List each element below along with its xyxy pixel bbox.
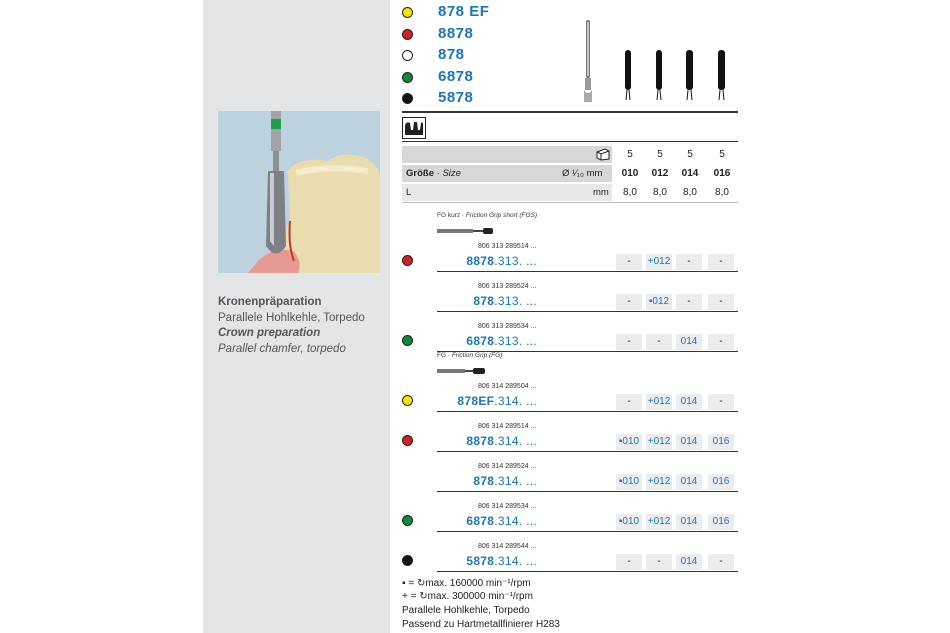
availability-cell: +012 [646,254,672,270]
availability-cell: 014 [676,334,702,350]
product-code [457,394,537,408]
availability-cell: - [708,254,734,270]
row-divider [437,451,738,452]
divider [402,202,738,203]
color-ring-icon [402,555,413,566]
size-label [406,165,461,182]
row-divider [437,411,738,412]
section-caption-fgs [437,212,537,219]
product-code-main: 878EF [457,394,495,408]
product-code-main: 878 [473,294,495,308]
product-code [466,334,537,348]
size-header-cell: 014 [681,168,699,179]
product-code [473,294,537,308]
order-number: 806 314 289534 ... [478,503,537,510]
length-cell: 8,0 [653,187,667,198]
product-code-suffix: .314. ... [494,394,537,408]
availability-cell: ▪010 [616,434,642,450]
availability-cell: ▪010 [616,474,642,490]
subtitle-en: Parallel chamfer, torpedo [218,342,346,355]
availability-cell: - [616,334,642,350]
availability-cell: 014 [676,554,702,570]
product-code [466,254,537,268]
pack-quantity-cell: 5 [719,149,725,160]
row-divider [437,571,738,572]
availability-cell: - [646,334,672,350]
availability-cell: +012 [646,474,672,490]
availability-cell: - [616,394,642,410]
product-code-main: 5878 [466,554,495,568]
availability-cell: - [676,294,702,310]
availability-cell: +012 [646,434,672,450]
availability-cell: - [646,554,672,570]
order-number: 806 313 289514 ... [478,243,537,250]
description [218,295,388,357]
variant-label: 6878 [438,68,474,85]
order-number: 806 313 289534 ... [478,323,537,330]
order-number: 806 314 289524 ... [478,463,537,470]
color-ring-icon [402,335,413,346]
pack-quantity-cell: 5 [687,149,693,160]
order-number: 806 314 289544 ... [478,543,537,550]
section-caption-fg-en: Friction Grip (FG) [451,352,503,359]
color-ring-icon [402,515,413,526]
section-caption-fgs-de: FG kurz · [437,212,466,219]
length-cell: 8,0 [623,187,637,198]
product-code [466,514,537,528]
availability-cell: ▪012 [646,294,672,310]
length-cell: 8,0 [683,187,697,198]
divider [402,111,738,113]
length-row-band [402,184,612,201]
fgs-shank-icon [437,226,493,236]
product-code-main: 8878 [466,434,495,448]
availability-cell: - [616,294,642,310]
availability-cell: +012 [646,514,672,530]
availability-cell: 014 [676,514,702,530]
legend-300000: + = ↻max. 300000 min⁻¹/rpm [402,591,533,602]
row-divider [437,491,738,492]
pack-quantity-cell: 5 [627,149,633,160]
product-code-suffix: .314. ... [494,554,537,568]
availability-cell: - [616,554,642,570]
size-label-sep: · [433,168,443,179]
availability-cell: 014 [676,474,702,490]
size-header-cell: 016 [713,168,731,179]
color-ring-icon [402,72,413,83]
product-code-suffix: .313. ... [494,294,537,308]
product-code-suffix: .314. ... [494,514,537,528]
availability-cell: - [708,294,734,310]
color-ring-icon [402,255,413,266]
package-icon [596,148,610,161]
product-code-suffix: .313. ... [494,254,537,268]
availability-cell: 016 [708,434,734,450]
availability-cell: 016 [708,474,734,490]
size-header-cell: 012 [651,168,669,179]
availability-cell: +012 [646,394,672,410]
product-code [466,434,537,448]
length-cell: 8,0 [715,187,729,198]
order-number: 806 314 289514 ... [478,423,537,430]
section-caption-fg-de: FG · [437,352,452,359]
bur-silhouette [625,50,725,90]
fg-shank-icon [437,366,485,376]
row-divider [437,351,738,352]
size-unit: Ø ¹⁄₁₀ mm [562,168,603,179]
order-number: 806 313 289524 ... [478,283,537,290]
color-ring-icon [402,435,413,446]
section-caption-fgs-en: Friction Grip short (FGS) [465,212,538,219]
product-code-main: 878 [473,474,495,488]
color-ring-icon [402,29,413,40]
variant-label: 5878 [438,89,474,106]
product-code-suffix: .313. ... [494,334,537,348]
length-label: L [406,187,412,198]
row-divider [437,531,738,532]
subtitle-de: Parallele Hohlkehle, Torpedo [218,311,365,324]
color-ring-icon [402,7,413,18]
availability-cell: ▪010 [616,514,642,530]
divider [402,141,738,142]
product-code [473,474,537,488]
product-code-main: 6878 [466,514,495,528]
section-caption-fg [437,352,502,359]
footer-shape: Parallele Hohlkehle, Torpedo [402,605,530,616]
title-en: Crown preparation [218,327,321,339]
row-divider [437,271,738,272]
size-label-de: Größe [406,168,434,179]
availability-cell: 014 [676,434,702,450]
availability-cell: - [708,554,734,570]
pack-quantity-cell: 5 [657,149,663,160]
footer-compatible: Passend zu Hartmetallfinierer H283 [402,619,560,630]
availability-cell: - [616,254,642,270]
size-label-en: Size [442,168,461,179]
crown-shape-icon [402,117,426,139]
bur-illustrations [570,18,740,106]
product-code [466,554,537,568]
product-code-main: 6878 [466,334,495,348]
pack-row-band [402,146,612,163]
availability-cell: - [676,254,702,270]
availability-cell: - [708,394,734,410]
availability-cell: 014 [676,394,702,410]
legend-160000: ▪ = ↻max. 160000 min⁻¹/rpm [402,578,531,589]
length-unit: mm [593,187,609,198]
product-code-suffix: .314. ... [494,434,537,448]
availability-cell: - [708,334,734,350]
row-divider [437,311,738,312]
title-de: Kronenpräparation [218,296,322,308]
product-code-suffix: .314. ... [494,474,537,488]
variant-label: 878 [438,46,465,63]
color-ring-icon [402,395,413,406]
variant-label: 878 EF [438,3,490,20]
product-code-main: 8878 [466,254,495,268]
color-ring-icon [402,93,413,104]
color-ring-icon [402,50,413,61]
size-header-cell: 010 [621,168,639,179]
availability-cell: 016 [708,514,734,530]
variant-label: 8878 [438,25,474,42]
crown-preparation-photo [218,111,380,273]
order-number: 806 314 289504 ... [478,383,537,390]
